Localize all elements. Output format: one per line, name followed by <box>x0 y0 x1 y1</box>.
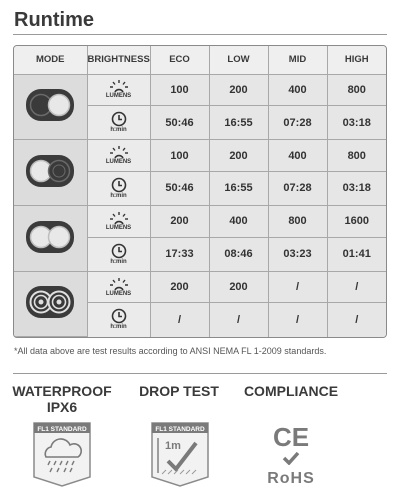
droptest-badge <box>150 421 210 487</box>
runtime-mid: 07:28 <box>268 105 327 139</box>
runtime-high: 03:18 <box>327 171 386 205</box>
runtime-eco: 17:33 <box>150 237 209 271</box>
lumens-icon <box>109 277 129 291</box>
waterproof-label: WATERPROOF <box>12 383 112 399</box>
table-row <box>14 74 386 105</box>
clock-icon <box>111 111 127 127</box>
waterproof-title <box>12 383 112 415</box>
lumens-label: LUMENS <box>105 93 132 100</box>
drop-height-label: 1m <box>165 440 181 452</box>
runtime-eco: / <box>150 303 209 337</box>
runtime-eco: 50:46 <box>150 105 209 139</box>
lumens-label: LUMENS <box>105 224 132 231</box>
runtime-cell <box>87 237 150 271</box>
hmin-label: h:min <box>110 192 127 199</box>
lumens-mid: 800 <box>268 206 327 237</box>
header-mid: MID <box>268 46 327 74</box>
runtime-low: 16:55 <box>209 171 268 205</box>
lumens-icon <box>109 145 129 159</box>
rohs-mark: RoHS <box>267 470 315 487</box>
runtime-table <box>13 45 387 338</box>
lumens-high: 800 <box>327 74 386 105</box>
lumens-eco: 100 <box>150 140 209 171</box>
lumens-high: 800 <box>327 140 386 171</box>
runtime-low: / <box>209 303 268 337</box>
mode-2-light-icon <box>14 140 87 206</box>
header-mode: MODE <box>14 46 87 74</box>
runtime-mid: 07:28 <box>268 171 327 205</box>
lumens-icon <box>109 211 129 225</box>
runtime-mid: 03:23 <box>268 237 327 271</box>
runtime-eco: 50:46 <box>150 171 209 205</box>
droptest-title: DROP TEST <box>139 383 219 399</box>
lumens-eco: 100 <box>150 74 209 105</box>
page-title: Runtime <box>14 9 94 31</box>
header-high: HIGH <box>327 46 386 74</box>
lumens-eco: 200 <box>150 271 209 302</box>
lumens-cell <box>87 140 150 171</box>
runtime-low: 08:46 <box>209 237 268 271</box>
table-row <box>14 140 386 171</box>
lumens-label: LUMENS <box>105 159 132 166</box>
clock-icon <box>111 308 127 324</box>
table-header-row <box>14 46 386 74</box>
ce-mark: CE <box>272 422 310 452</box>
header-brightness: BRIGHTNESS <box>87 46 150 74</box>
footnote: *All data above are test results according to ANSI NEMA FL 1-2009 standards. <box>14 346 327 356</box>
runtime-high: 03:18 <box>327 105 386 139</box>
lumens-cell <box>87 74 150 105</box>
waterproof-badge <box>32 421 92 487</box>
compliance-title: COMPLIANCE <box>243 383 339 399</box>
title-divider <box>13 34 387 35</box>
runtime-cell <box>87 105 150 139</box>
checkmark-icon <box>281 451 301 465</box>
mode-4-light-icon <box>14 271 87 336</box>
header-eco: ECO <box>150 46 209 74</box>
fl1-standard-label: FL1 STANDARD <box>37 426 87 433</box>
lumens-icon <box>109 79 129 93</box>
runtime-mid: / <box>268 303 327 337</box>
compliance-marks <box>256 421 326 487</box>
table-row <box>14 271 386 302</box>
hmin-label: h:min <box>110 127 127 134</box>
runtime-low: 16:55 <box>209 105 268 139</box>
clock-icon <box>111 177 127 193</box>
runtime-cell <box>87 171 150 205</box>
header-low: LOW <box>209 46 268 74</box>
lumens-low: 200 <box>209 74 268 105</box>
table-row <box>14 206 386 237</box>
lumens-mid: / <box>268 271 327 302</box>
lumens-mid: 400 <box>268 140 327 171</box>
runtime-cell <box>87 303 150 337</box>
ipx6-label: IPX6 <box>46 399 78 415</box>
lumens-high: / <box>327 271 386 302</box>
lumens-low: 200 <box>209 140 268 171</box>
fl1-standard-label: FL1 STANDARD <box>155 426 205 433</box>
lumens-cell <box>87 271 150 302</box>
lumens-high: 1600 <box>327 206 386 237</box>
mode-3-light-icon <box>14 206 87 272</box>
mode-1-light-icon <box>14 74 87 140</box>
lumens-eco: 200 <box>150 206 209 237</box>
runtime-high: 01:41 <box>327 237 386 271</box>
lumens-label: LUMENS <box>105 290 132 297</box>
runtime-high: / <box>327 303 386 337</box>
hmin-label: h:min <box>110 324 127 331</box>
lumens-low: 400 <box>209 206 268 237</box>
clock-icon <box>111 243 127 259</box>
hmin-label: h:min <box>110 258 127 265</box>
lumens-cell <box>87 206 150 237</box>
lumens-low: 200 <box>209 271 268 302</box>
section-divider <box>13 373 387 374</box>
lumens-mid: 400 <box>268 74 327 105</box>
